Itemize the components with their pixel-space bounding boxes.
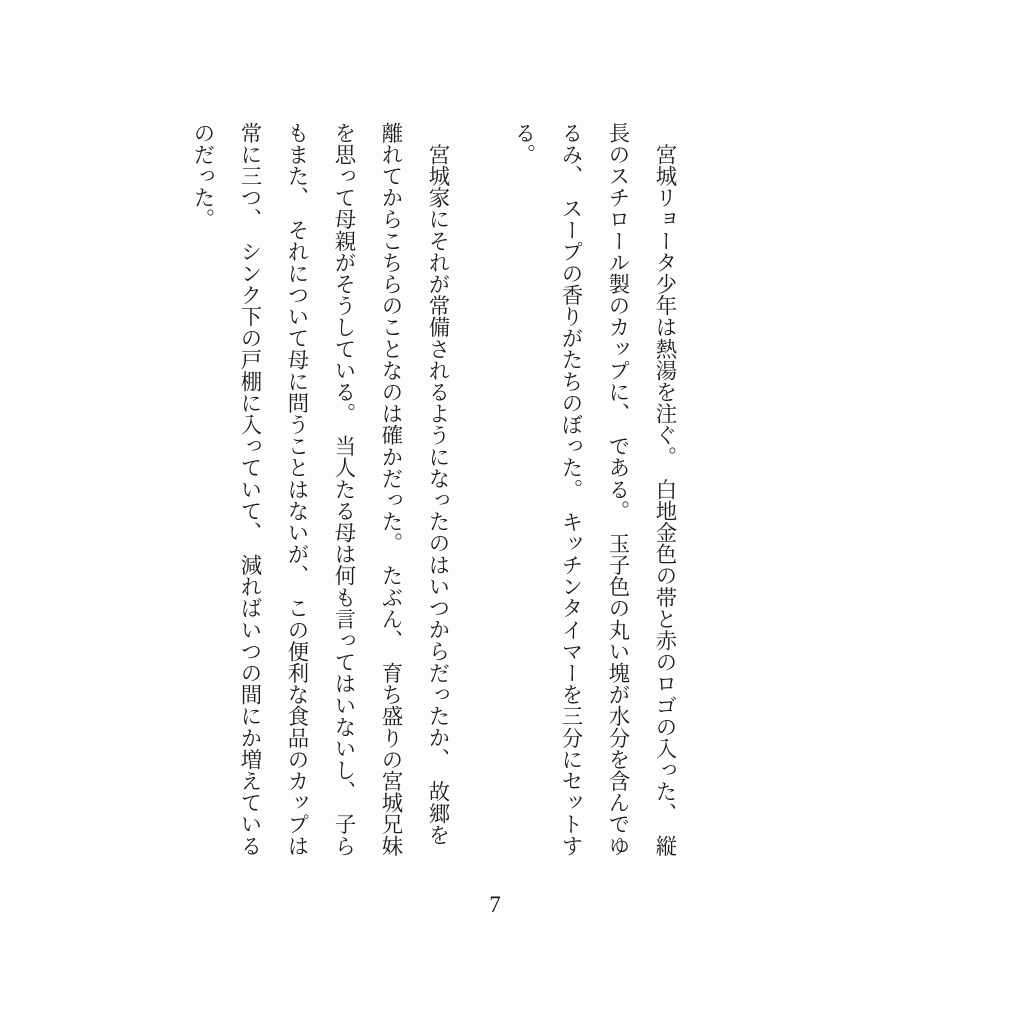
page-number: 7 bbox=[489, 892, 501, 917]
text-line: 常に三つ、 シンク下の戸棚に入っていて、 減ればいつの間にか増えている bbox=[238, 122, 262, 857]
page-text-block bbox=[179, 122, 688, 874]
text-line: 離れてからこちらのことなのは確かだった。 たぶん、 育ち盛りの宮城兄妹 bbox=[379, 122, 403, 857]
text-line: 長のスチロール製のカップに、 である。 玉子色の丸い塊が水分を含んでゆ bbox=[606, 122, 630, 857]
text-line: もまた、 それについて母に問うことはないが、 この便利な食品のカップは bbox=[285, 122, 309, 857]
text-line: 宮城リョータ少年は熱湯を注ぐ。 白地金色の帯と赤のロゴの入った、 縦 bbox=[653, 122, 677, 857]
text-line: を思って母親がそうしている。 当人たる母は何も言ってはいないし、 子ら bbox=[332, 122, 356, 857]
paragraph-2 bbox=[179, 122, 461, 874]
text-line: るみ、 スープの香りがたちのぼった。 キッチンタイマーを三分にセットす bbox=[559, 122, 583, 857]
paragraph-1 bbox=[500, 122, 688, 874]
text-line: る。 bbox=[512, 122, 536, 166]
text-line: 宮城家にそれが常備されるようになったのはいつからだったか、 故郷を bbox=[426, 122, 450, 846]
text-line: のだった。 bbox=[191, 122, 215, 230]
